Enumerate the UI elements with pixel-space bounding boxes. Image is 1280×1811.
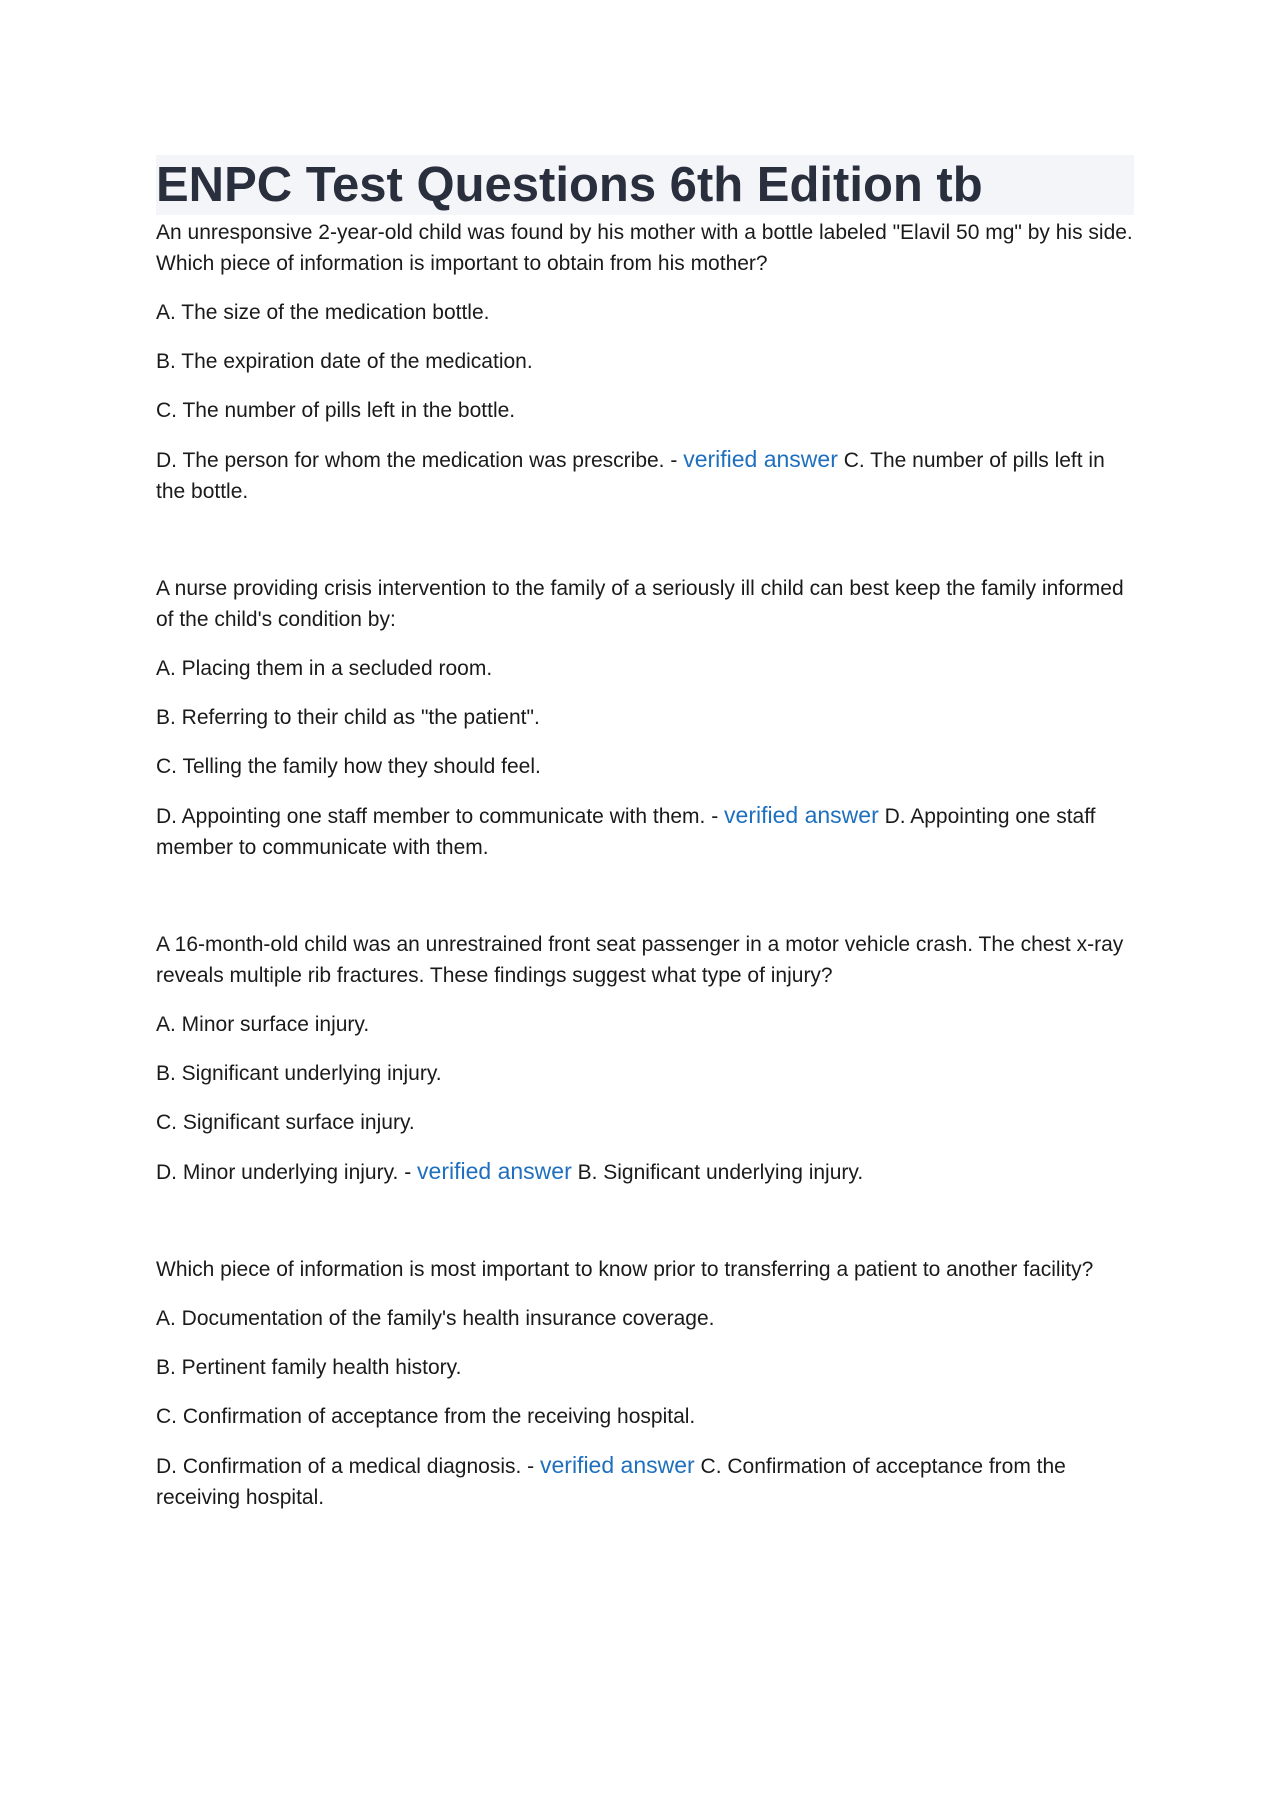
option-c: C. Confirmation of acceptance from the receiving hospital. xyxy=(156,1405,696,1428)
question-4 xyxy=(156,1254,1134,1513)
answer-text: B. Significant underlying injury. xyxy=(571,1161,864,1184)
question-spacer xyxy=(156,507,1134,573)
question-text: A 16-month-old child was an unrestrained front seat passenger in a motor vehicle crash. The chest x-ray reveals multiple rib fractures. These findings suggest what type of injury? xyxy=(156,933,1124,987)
option-a: A. Placing them in a secluded room. xyxy=(156,657,493,680)
option-b: B. The expiration date of the medication. xyxy=(156,350,533,373)
option-d: D. Confirmation of a medical diagnosis. - xyxy=(156,1455,540,1478)
option-d: D. Appointing one staff member to communicate with them. - xyxy=(156,805,725,828)
question-text: An unresponsive 2-year-old child was found by his mother with a bottle labeled "Elavil 50 mg" by his side. Which piece of information is important to obtain from his mother? xyxy=(156,221,1133,275)
option-a: A. Documentation of the family's health insurance coverage. xyxy=(156,1307,715,1330)
option-d-with-answer xyxy=(156,1450,1134,1513)
option-d-with-answer xyxy=(156,444,1134,507)
option-b: B. Referring to their child as "the patient". xyxy=(156,706,540,729)
question-1 xyxy=(156,217,1134,507)
verified-answer-label: verified answer xyxy=(724,802,879,828)
verified-answer-label: verified answer xyxy=(417,1158,572,1184)
option-a: A. The size of the medication bottle. xyxy=(156,301,490,324)
question-spacer xyxy=(156,863,1134,929)
title-band xyxy=(156,155,1134,215)
option-b: B. Pertinent family health history. xyxy=(156,1356,462,1379)
option-c: C. The number of pills left in the bottle. xyxy=(156,399,516,422)
option-d-with-answer xyxy=(156,800,1134,863)
option-c: C. Significant surface injury. xyxy=(156,1111,415,1134)
answer-text: D. Appointing one staff member to communicate with them. xyxy=(156,805,1096,859)
option-a: A. Minor surface injury. xyxy=(156,1013,370,1036)
question-text: A nurse providing crisis intervention to the family of a seriously ill child can best keep the family informed of the child's condition by: xyxy=(156,577,1124,631)
option-c: C. Telling the family how they should feel. xyxy=(156,755,541,778)
option-d-with-answer xyxy=(156,1156,1134,1188)
verified-answer-label: verified answer xyxy=(683,446,838,472)
document-page xyxy=(156,155,1134,1513)
document-title: ENPC Test Questions 6th Edition tb xyxy=(156,158,983,212)
question-2 xyxy=(156,573,1134,863)
question-3 xyxy=(156,929,1134,1188)
answer-text: C. Confirmation of acceptance from the receiving hospital. xyxy=(156,1455,1066,1509)
answer-text: C. The number of pills left in the bottle. xyxy=(156,449,1105,503)
option-b: B. Significant underlying injury. xyxy=(156,1062,442,1085)
question-spacer xyxy=(156,1188,1134,1254)
option-d: D. The person for whom the medication was prescribe. - xyxy=(156,449,684,472)
verified-answer-label: verified answer xyxy=(540,1452,695,1478)
option-d: D. Minor underlying injury. - xyxy=(156,1161,418,1184)
question-text: Which piece of information is most important to know prior to transferring a patient to another facility? xyxy=(156,1258,1094,1281)
